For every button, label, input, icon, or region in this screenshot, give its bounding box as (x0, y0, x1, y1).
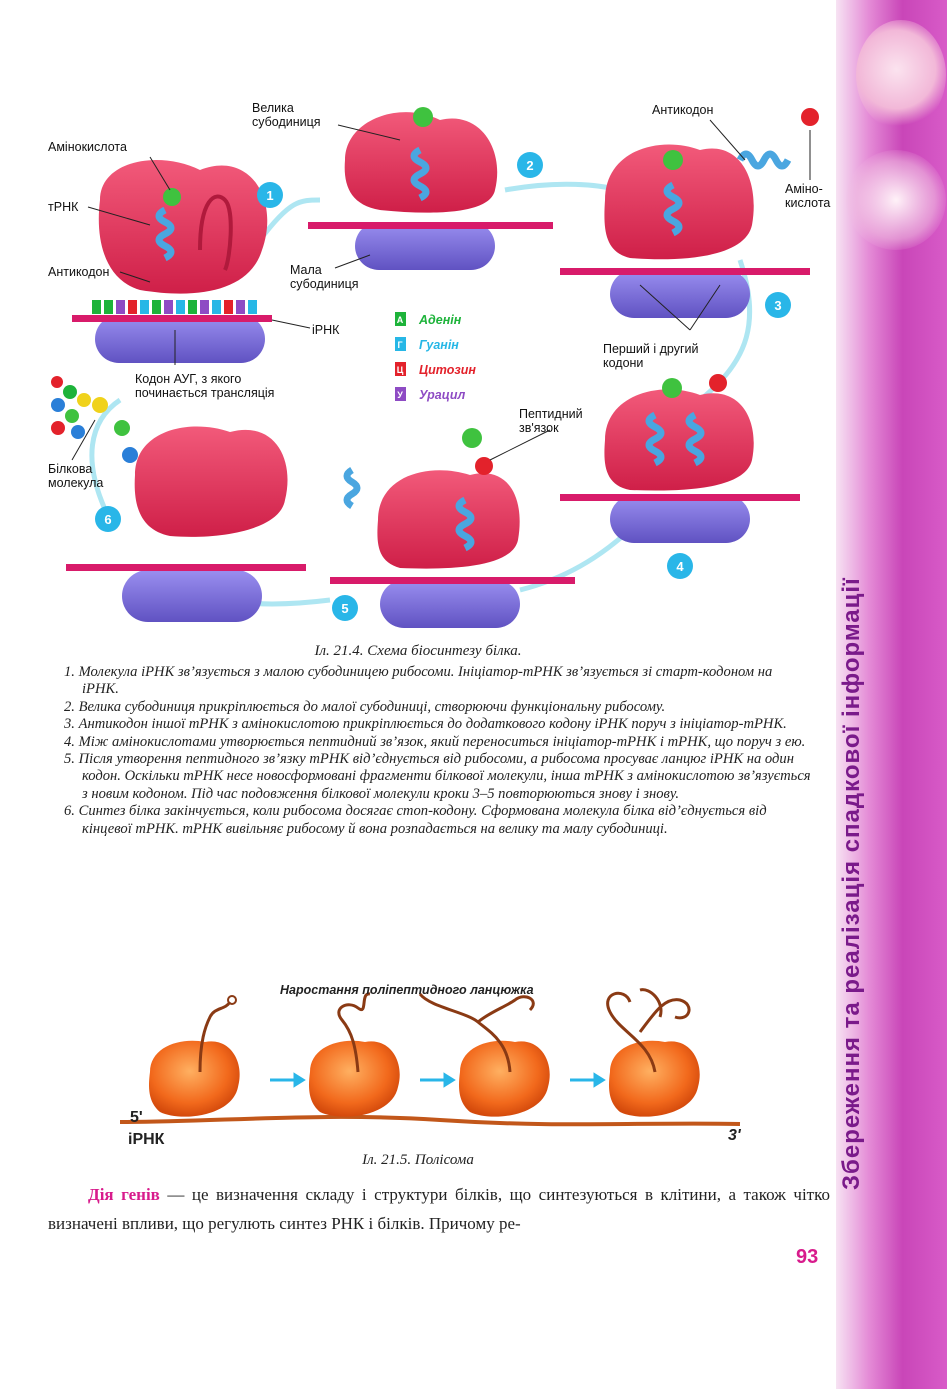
paragraph-text: — це визначення складу і структури білків, що синтезуються в клітини, а також чітко визначені впливи, що регулють синтез РНК і білків. Причому ре- (48, 1185, 831, 1233)
label-start-codon: Кодон АУГ, з якого починається трансляція (135, 372, 275, 400)
label-irna: іРНК (312, 323, 340, 337)
label-small-subunit: Мала субодиниця (290, 263, 359, 291)
label-protein-molecule: Білкова молекула (48, 462, 104, 490)
step-text-2: 2. Велика субодиниця прикріплюється до малої субодиниці, створюючи функціональну рибосому. (64, 698, 666, 715)
page-number: 93 (796, 1246, 819, 1268)
legend-adenine: Аденін (419, 313, 462, 327)
svg-text:Г: Г (397, 340, 403, 350)
nucleotide-legend (395, 312, 476, 402)
legend-cytosine: Цитозин (419, 363, 476, 377)
label-amino-right: Аміно- кислота (785, 182, 831, 210)
panel-5 (330, 428, 575, 628)
legend-uracil: Урацил (419, 388, 466, 402)
legend-guanine: Гуанін (419, 338, 459, 352)
step-1-badge: 1 (266, 188, 274, 203)
polysome-diagram (120, 972, 760, 1152)
ribosome-1 (149, 996, 240, 1117)
svg-text:А: А (396, 315, 404, 325)
sidebar-title: Збереження та реалізація спадкової інформації (838, 577, 865, 1190)
step-text-3: 3. Антикодон іншої тРНК з амінокислотою прикріплюється до додаткового кодону іРНК поруч з ініціатор-тРНК. (64, 716, 787, 733)
svg-text:У: У (397, 390, 403, 400)
label-trna: тРНК (48, 200, 79, 214)
step-text-1: 1. Молекула іРНК зв’язується з малою субодиницею рибосоми. Ініціатор-тРНК зв’язується зі старт-кодоном на іРНК. (64, 664, 773, 698)
panel-4 (560, 374, 800, 579)
label-aminoacid: Амінокислота (48, 140, 127, 154)
body-paragraph (48, 1180, 830, 1238)
ribosome-3 (420, 994, 550, 1117)
cell-image-2 (846, 150, 946, 250)
svg-text:Ц: Ц (396, 365, 404, 375)
label-irna-polysome: іРНК (128, 1131, 165, 1148)
step-6-badge: 6 (104, 512, 112, 527)
panel-1 (72, 160, 283, 363)
term-gene-action: Дія генів (88, 1185, 160, 1204)
step-5-badge: 5 (341, 601, 349, 616)
step-text-5: 5. Після утворення пептидного зв’язку тРНК від’єднується від рибосоми, а рибосома просуває ланцюг іРНК на один кодон. Оскільки тРНК несе новосформовані фрагменти білкової молекули, інша тРНК з амінокислотою зв’язується з новим кодоном. Під час подовження білкової молекули кроки 3–5 повторюються знову і знову. (64, 751, 811, 802)
panel-3 (560, 108, 819, 318)
step-3-badge: 3 (774, 298, 782, 313)
polysome-title: Наростання поліпептидного ланцюжка (280, 983, 534, 997)
label-peptide-bond: Пептидний зв'язок (519, 407, 583, 435)
step-4-badge: 4 (676, 559, 684, 574)
figure-21-4-caption: Іл. 21.4. Схема біосинтезу білка. (314, 643, 522, 659)
label-anticodon-left: Антикодон (48, 265, 110, 279)
step-2-badge: 2 (526, 158, 534, 173)
ribosome-2 (309, 994, 400, 1117)
label-5-prime: 5' (130, 1109, 143, 1126)
label-first-second-codons: Перший і другий кодони (603, 342, 699, 370)
step-text-6: 6. Синтез білка закінчується, коли рибосома досягає стоп-кодону. Сформована молекула білка від’єднується від кінцевої тРНК. тРНК вивільняє рибосому й вона розпадається на велику та малу субодиниці. (64, 803, 767, 837)
figure-21-5-caption: Іл. 21.5. Полісома (362, 1152, 474, 1168)
label-anticodon-right: Антикодон (652, 103, 714, 117)
step-text-4: 4. Між амінокислотами утворюється пептидний зв’язок, який переноситься ініціатор-тРНК і тРНК, що поруч з ею. (64, 733, 806, 750)
label-3-prime: 3' (728, 1127, 741, 1144)
label-large-subunit: Велика субодиниця (252, 101, 321, 129)
steps-list (64, 664, 812, 838)
panel-6 (51, 376, 306, 622)
protein-biosynthesis-diagram (0, 0, 836, 640)
ribosome-4 (608, 990, 700, 1117)
cell-image (856, 20, 946, 130)
